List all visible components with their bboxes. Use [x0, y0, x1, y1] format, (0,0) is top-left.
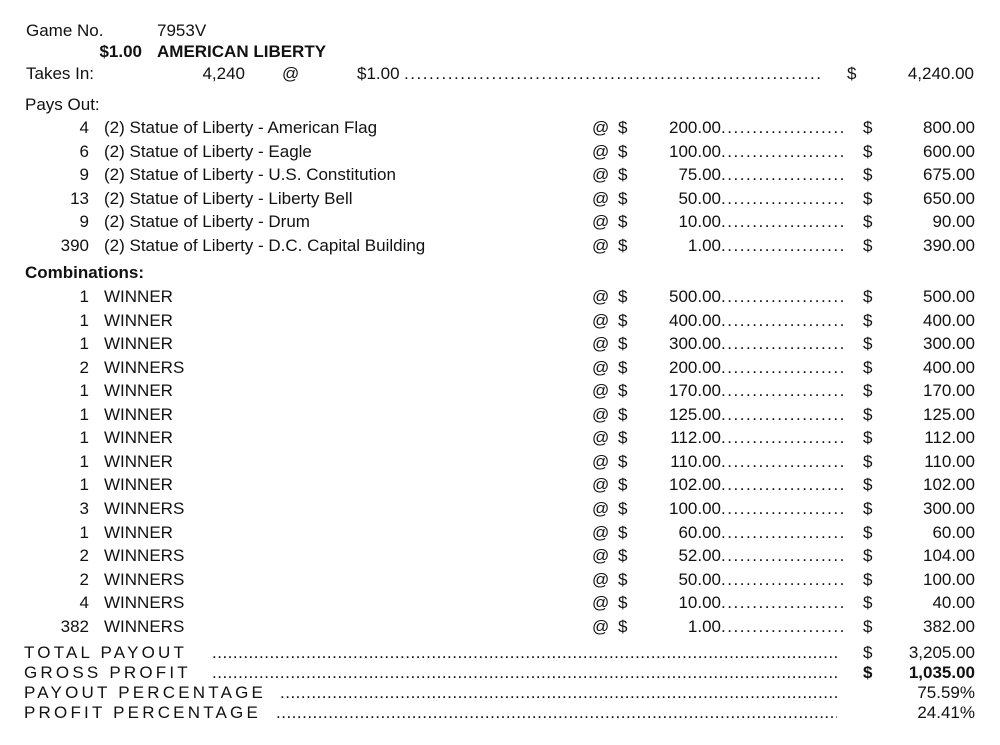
prize-count: 1: [79, 475, 89, 495]
currency-sign: $: [863, 334, 873, 354]
prize-total: 650.00: [923, 188, 975, 208]
payout-percentage-label: PAYOUT PERCENTAGE: [24, 683, 267, 702]
leader-dots: [721, 142, 843, 162]
at-sign: @: [592, 404, 610, 424]
prize-description: WINNER: [104, 475, 173, 495]
currency-sign: $: [863, 616, 873, 636]
prize-total: 300.00: [923, 498, 975, 518]
takes-in-count: 4,240: [202, 64, 245, 83]
leader-dots: [721, 236, 843, 256]
pays-out-label: Pays Out:: [25, 95, 100, 114]
prize-description: (2) Statue of Liberty - Liberty Bell: [104, 188, 353, 208]
profit-percentage-label: PROFIT PERCENTAGE: [24, 703, 262, 722]
currency-sign: $: [618, 310, 628, 330]
leader-dots: [721, 212, 843, 232]
leader-dots: [212, 663, 837, 683]
prize-description: (2) Statue of Liberty - Drum: [104, 212, 310, 232]
leader-dots: [280, 683, 837, 703]
currency-sign: $: [863, 165, 873, 185]
prize-total: 90.00: [932, 212, 975, 232]
at-sign: @: [592, 188, 610, 208]
prize-amount: 112.00: [670, 428, 721, 448]
currency-sign: $: [863, 498, 873, 518]
leader-dots: [721, 165, 843, 185]
prize-description: WINNER: [104, 381, 173, 401]
profit-percentage-value: 24.41%: [917, 703, 975, 722]
currency-sign: $: [863, 475, 873, 495]
currency-sign: $: [863, 118, 873, 137]
currency-sign: $: [618, 569, 628, 589]
currency-sign: $: [618, 165, 628, 185]
prize-total: 500.00: [923, 287, 975, 306]
at-sign: @: [592, 616, 610, 636]
prize-amount: 10.00: [678, 212, 721, 232]
prize-description: WINNER: [104, 404, 173, 424]
prize-total: 170.00: [923, 381, 975, 401]
prize-total: 600.00: [923, 141, 975, 161]
prize-amount: 110.00: [670, 451, 721, 471]
leader-dots: [721, 311, 843, 331]
currency-sign: $: [618, 616, 628, 636]
prize-total: 100.00: [923, 569, 975, 589]
leader-dots: [721, 546, 843, 566]
prize-count: 9: [79, 165, 89, 185]
prize-description: WINNERS: [104, 357, 185, 377]
prize-description: WINNER: [104, 451, 173, 471]
prize-total: 110.00: [924, 451, 975, 471]
prize-description: WINNERS: [104, 616, 185, 636]
game-no-label: Game No.: [26, 21, 104, 40]
currency-sign: $: [863, 522, 873, 542]
game-no-value: 7953V: [157, 21, 207, 40]
prize-count: 1: [79, 451, 89, 471]
combinations-label: Combinations:: [25, 263, 144, 282]
prize-amount: 200.00: [669, 118, 721, 137]
at-sign: @: [592, 310, 610, 330]
prize-amount: 50.00: [678, 569, 721, 589]
prize-count: 2: [79, 357, 89, 377]
prize-total: 112.00: [924, 428, 975, 448]
ticket-price: $1.00: [99, 42, 142, 61]
prize-amount: 500.00: [669, 287, 721, 306]
prize-total: 400.00: [923, 357, 975, 377]
prize-amount: 75.00: [678, 165, 721, 185]
currency-sign: $: [863, 593, 873, 613]
prize-amount: 1.00: [687, 236, 721, 255]
prize-description: (2) Statue of Liberty - D.C. Capital Building: [104, 236, 426, 255]
prize-total: 125.00: [923, 404, 975, 424]
takes-in-unit-price: $1.00: [357, 64, 400, 83]
leader-dots: [721, 593, 843, 613]
currency-sign: $: [863, 212, 873, 232]
currency-sign: $: [618, 381, 628, 401]
at-sign: @: [592, 381, 610, 401]
prize-amount: 100.00: [669, 141, 721, 161]
prize-description: WINNERS: [104, 569, 185, 589]
currency-sign: $: [618, 498, 628, 518]
prize-count: 1: [79, 404, 89, 424]
at-sign: @: [592, 287, 610, 306]
total-payout-label: TOTAL PAYOUT: [24, 643, 188, 662]
at-sign: @: [592, 522, 610, 542]
prize-total: 800.00: [923, 118, 975, 137]
prize-total: 104.00: [923, 546, 975, 566]
currency-sign: $: [863, 287, 873, 306]
prize-total: 60.00: [932, 522, 975, 542]
prize-count: 6: [79, 141, 89, 161]
prize-description: (2) Statue of Liberty - U.S. Constitution: [104, 165, 396, 185]
currency-sign: $: [863, 404, 873, 424]
gross-profit-label: GROSS PROFIT: [24, 663, 191, 682]
prize-amount: 125.00: [669, 404, 721, 424]
prize-count: 13: [70, 188, 89, 208]
prize-count: 382: [60, 616, 89, 636]
leader-dots: [276, 703, 837, 723]
prize-count: 2: [79, 569, 89, 589]
currency-sign: $: [618, 287, 628, 306]
prize-count: 4: [79, 593, 89, 613]
leader-dots: [721, 405, 843, 425]
payout-percentage-value: 75.59%: [917, 683, 975, 702]
prize-count: 1: [79, 522, 89, 542]
prize-total: 300.00: [923, 334, 975, 354]
prize-total: 382.00: [923, 616, 975, 636]
prize-count: 1: [79, 428, 89, 448]
leader-dots: [721, 358, 843, 378]
prize-amount: 10.00: [678, 593, 721, 613]
prize-description: WINNERS: [104, 546, 185, 566]
currency-sign: $: [618, 546, 628, 566]
at-sign: @: [282, 64, 300, 83]
currency-sign: $: [863, 451, 873, 471]
prize-amount: 100.00: [669, 498, 721, 518]
at-sign: @: [592, 236, 610, 255]
currency-sign: $: [847, 64, 857, 83]
at-sign: @: [592, 118, 610, 137]
prize-count: 1: [79, 310, 89, 330]
currency-sign: $: [863, 357, 873, 377]
leader-dots: [721, 334, 843, 354]
prize-total: 675.00: [923, 165, 975, 185]
currency-sign: $: [618, 404, 628, 424]
currency-sign: $: [618, 334, 628, 354]
currency-sign: $: [618, 522, 628, 542]
currency-sign: $: [618, 188, 628, 208]
prize-description: WINNERS: [104, 593, 185, 613]
prize-amount: 102.00: [669, 475, 721, 495]
leader-dots: [721, 381, 843, 401]
prize-description: WINNER: [104, 522, 173, 542]
currency-sign: $: [618, 212, 628, 232]
leader-dots: [721, 570, 843, 590]
currency-sign: $: [863, 381, 873, 401]
prize-total: 400.00: [923, 310, 975, 330]
leader-dots: [721, 189, 843, 209]
currency-sign: $: [863, 236, 873, 255]
game-name: AMERICAN LIBERTY: [157, 42, 327, 61]
prize-description: (2) Statue of Liberty - Eagle: [104, 141, 312, 161]
currency-sign: $: [863, 428, 873, 448]
prize-count: 1: [79, 334, 89, 354]
prize-amount: 1.00: [687, 616, 721, 636]
currency-sign: $: [618, 428, 628, 448]
currency-sign: $: [618, 451, 628, 471]
currency-sign: $: [618, 118, 628, 137]
leader-dots: [212, 643, 837, 663]
prize-description: WINNER: [104, 287, 173, 306]
at-sign: @: [592, 546, 610, 566]
at-sign: @: [592, 475, 610, 495]
prize-amount: 400.00: [669, 310, 721, 330]
prize-count: 1: [79, 381, 89, 401]
prize-amount: 52.00: [678, 546, 721, 566]
leader-dots: [721, 523, 843, 543]
at-sign: @: [592, 593, 610, 613]
prize-count: 390: [60, 236, 89, 255]
prize-total: 40.00: [932, 593, 975, 613]
currency-sign: $: [863, 643, 873, 662]
gross-profit-value: 1,035.00: [908, 663, 975, 682]
at-sign: @: [592, 165, 610, 185]
currency-sign: $: [863, 188, 873, 208]
prize-amount: 60.00: [678, 522, 721, 542]
prize-count: 2: [79, 546, 89, 566]
currency-sign: $: [618, 141, 628, 161]
leader-dots: [721, 452, 843, 472]
currency-sign: $: [863, 663, 873, 682]
prize-description: WINNER: [104, 334, 173, 354]
currency-sign: $: [863, 141, 873, 161]
prize-amount: 170.00: [669, 381, 721, 401]
prize-amount: 50.00: [678, 188, 721, 208]
prize-count: 3: [79, 498, 89, 518]
prize-count: 4: [79, 118, 89, 137]
at-sign: @: [592, 334, 610, 354]
currency-sign: $: [863, 546, 873, 566]
prize-description: WINNER: [104, 428, 173, 448]
prize-total: 102.00: [923, 475, 975, 495]
at-sign: @: [592, 498, 610, 518]
currency-sign: $: [618, 236, 628, 255]
prize-total: 390.00: [923, 236, 975, 255]
prize-count: 1: [79, 287, 89, 306]
at-sign: @: [592, 357, 610, 377]
leader-dots: [721, 287, 843, 307]
currency-sign: $: [863, 569, 873, 589]
leader-dots: [721, 428, 843, 448]
currency-sign: $: [863, 310, 873, 330]
takes-in-label: Takes In:: [26, 64, 95, 83]
leader-dots: [721, 617, 843, 637]
at-sign: @: [592, 451, 610, 471]
currency-sign: $: [618, 475, 628, 495]
currency-sign: $: [618, 357, 628, 377]
leader-dots: [721, 118, 843, 138]
at-sign: @: [592, 141, 610, 161]
leader-dots: [721, 475, 843, 495]
prize-count: 9: [79, 212, 89, 232]
at-sign: @: [592, 569, 610, 589]
at-sign: @: [592, 428, 610, 448]
prize-description: WINNERS: [104, 498, 185, 518]
leader-dots: [721, 499, 843, 519]
prize-description: (2) Statue of Liberty - American Flag: [104, 118, 378, 137]
at-sign: @: [592, 212, 610, 232]
takes-in-total: 4,240.00: [907, 64, 974, 83]
currency-sign: $: [618, 593, 628, 613]
total-payout-value: 3,205.00: [908, 643, 975, 662]
leader-dots: [404, 64, 824, 84]
prize-amount: 300.00: [669, 334, 721, 354]
prize-amount: 200.00: [669, 357, 721, 377]
prize-description: WINNER: [104, 310, 173, 330]
